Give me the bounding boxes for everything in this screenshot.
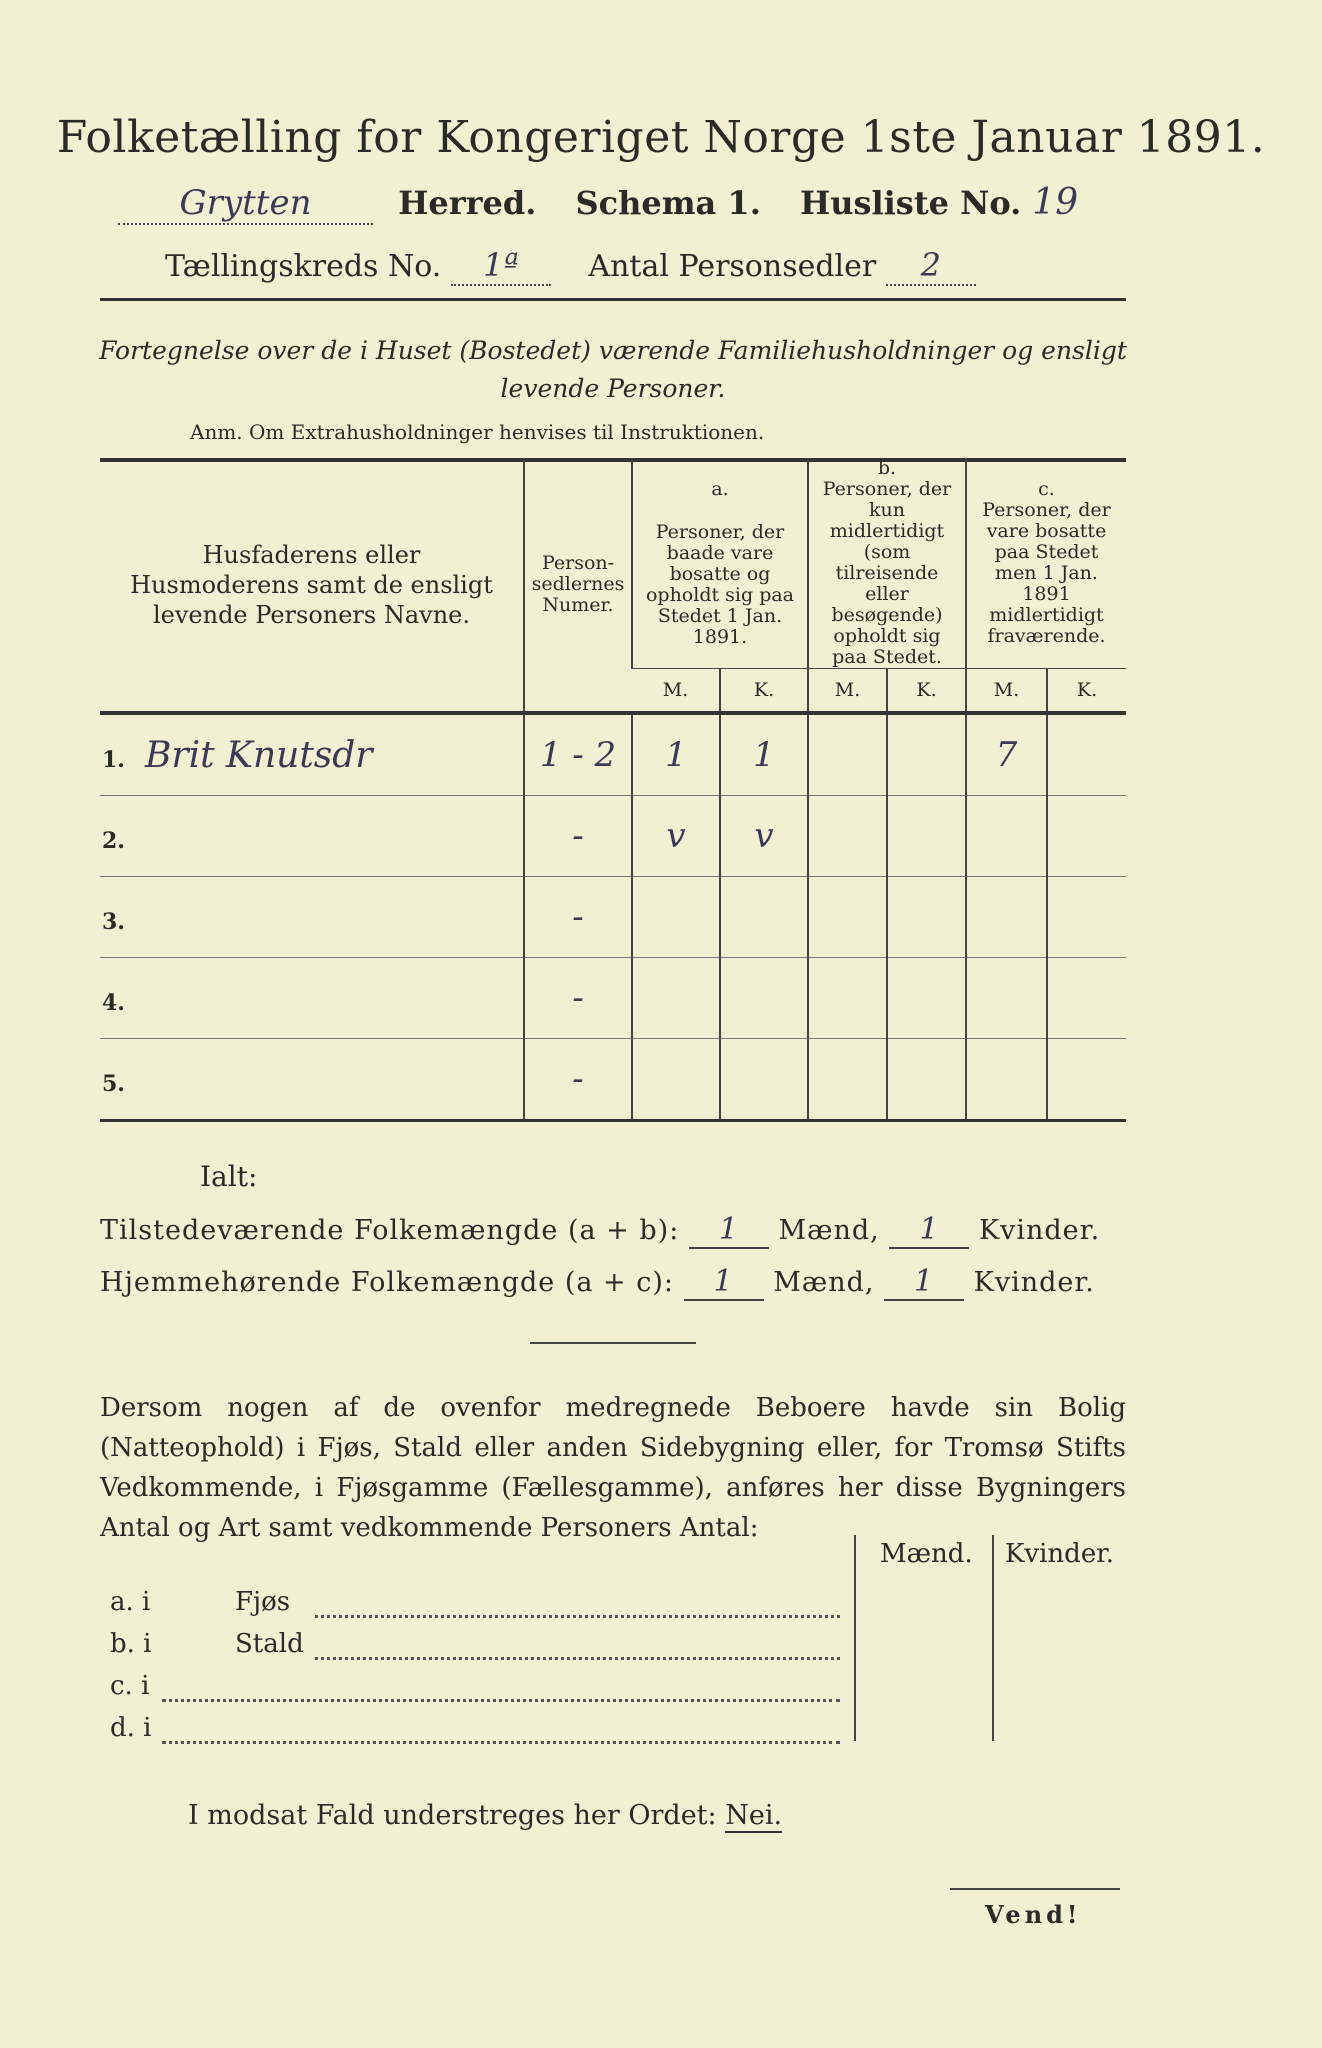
building-row-label: b. i (110, 1629, 152, 1659)
husliste-value: 19 (1032, 182, 1079, 223)
vend-rule (950, 1888, 1120, 1890)
caption-line-1: Fortegnelse over de i Huset (Bostedet) værende Familiehusholdninger og ensligt (99, 336, 1127, 365)
col-a-m: M. (632, 669, 720, 714)
col-head-numer: Person-sedlernes Numer. (524, 458, 632, 713)
row-bk-cell (887, 796, 966, 877)
row-number: 4. (102, 989, 125, 1016)
row-ck-cell (1047, 713, 1126, 796)
col-a-k: K. (720, 669, 808, 714)
col-b-text: Personer, der kun midlertidigt (som tilreisende eller besøgende) opholdt sig paa Stedet. (822, 478, 952, 668)
col-c-m: M. (966, 669, 1047, 714)
building-row-dots (315, 1593, 840, 1618)
building-row-dots (315, 1635, 840, 1660)
kreds-line (165, 246, 976, 286)
row-numer-cell: - (524, 796, 632, 877)
col-head-names: Husfaderens eller Husmoderens samt de ensligt levende Personers Navne. (130, 540, 493, 629)
tilstede-line (100, 1212, 1100, 1249)
herred-value: Grytten (118, 183, 373, 225)
row-bm-cell (808, 1039, 887, 1121)
table-row (100, 877, 1126, 958)
building-row-name: Stald (235, 1629, 304, 1659)
row-name-cell (100, 877, 524, 958)
row-numer-cell: - (524, 877, 632, 958)
form-title: Folketælling for Kongeriget Norge 1ste Januar 1891. (56, 112, 1266, 163)
col-b-m: M. (808, 669, 887, 714)
row-ck-cell (1047, 1039, 1126, 1121)
col-c-k: K. (1047, 669, 1126, 714)
row-am-cell (632, 958, 720, 1039)
tilstede-kvinder: Kvinder. (978, 1215, 1101, 1246)
kreds-label: Tællingskreds No. (165, 249, 442, 284)
col-head-c (966, 458, 1126, 669)
row-bk-cell (887, 1039, 966, 1121)
row-numer-cell: 1 - 2 (524, 713, 632, 796)
header-rule (100, 298, 1126, 301)
row-ak-cell (720, 1039, 808, 1121)
row-cm-cell (966, 1039, 1047, 1121)
row-am-cell (632, 877, 720, 958)
col-head-a (632, 458, 808, 669)
table-caption (98, 332, 1128, 408)
hjemme-m-value: 1 (684, 1264, 764, 1301)
row-number: 2. (102, 827, 125, 854)
row-bm-cell (808, 958, 887, 1039)
section-divider (530, 1342, 696, 1344)
row-bk-cell (887, 877, 966, 958)
nei-word: Nei. (725, 1800, 783, 1831)
hjemme-maend: Mænd, (773, 1267, 875, 1298)
row-ak-cell (720, 877, 808, 958)
herred-line (118, 182, 1078, 225)
building-row-dots (162, 1719, 840, 1744)
tilstede-label: Tilstedeværende Folkemængde (a + b): (100, 1215, 680, 1246)
row-bm-cell (808, 713, 887, 796)
col-b-k: K. (887, 669, 966, 714)
building-row-name: Fjøs (235, 1587, 291, 1617)
row-bm-cell (808, 877, 887, 958)
table-row (100, 1039, 1126, 1121)
row-number: 5. (102, 1070, 125, 1097)
annotation-note: Anm. Om Extrahusholdninger henvises til Instruktionen. (190, 420, 765, 444)
building-row-label: d. i (110, 1713, 152, 1743)
caption-line-2: levende Personer. (500, 374, 726, 403)
buildings-divider-2 (992, 1535, 994, 1741)
row-ak-cell: v (720, 796, 808, 877)
antal-label: Antal Personsedler (588, 249, 877, 284)
table-row (100, 713, 1126, 796)
row-ck-cell (1047, 796, 1126, 877)
table-row (100, 958, 1126, 1039)
row-number: 3. (102, 908, 125, 935)
row-numer-cell: - (524, 958, 632, 1039)
tilstede-m-value: 1 (689, 1212, 769, 1249)
tilstede-k-value: 1 (889, 1212, 969, 1249)
schema-label: Schema 1. (575, 184, 761, 222)
row-number: 1. (102, 746, 125, 773)
nei-text: I modsat Fald understreges her Ordet: (188, 1800, 717, 1831)
row-ak-cell: 1 (720, 713, 808, 796)
row-bk-cell (887, 713, 966, 796)
row-ck-cell (1047, 958, 1126, 1039)
row-ck-cell (1047, 877, 1126, 958)
row-bm-cell (808, 796, 887, 877)
hjemme-k-value: 1 (884, 1264, 964, 1301)
hjemme-line (100, 1264, 1095, 1301)
husliste-label: Husliste No. (799, 184, 1022, 222)
building-row-dots (162, 1677, 840, 1702)
kreds-value: 1ª (451, 246, 551, 286)
col-b-letter: b. (877, 457, 897, 479)
row-name-cell (100, 958, 524, 1039)
col-head-b (808, 458, 966, 669)
row-am-cell (632, 1039, 720, 1121)
row-name-cell (100, 796, 524, 877)
buildings-table (100, 1535, 1120, 1745)
col-a-text: Personer, der baade vare bosatte og opholdt sig paa Stedet 1 Jan. 1891. (645, 520, 795, 648)
row-cm-cell (966, 877, 1047, 958)
vend-label: Vend! (985, 1900, 1082, 1929)
building-row-label: a. i (110, 1587, 151, 1617)
household-table (100, 458, 1126, 1122)
col-c-text: Personer, der vare bosatte paa Stedet men 1 Jan. 1891 midlertidigt fraværende. (982, 499, 1111, 647)
table-row (100, 796, 1126, 877)
row-cm-cell: 7 (966, 713, 1047, 796)
hjemme-kvinder: Kvinder. (973, 1267, 1095, 1298)
row-cm-cell (966, 958, 1047, 1039)
buildings-kvinder-head: Kvinder. (1005, 1539, 1115, 1569)
buildings-maend-head: Mænd. (880, 1539, 973, 1569)
ialt-label: Ialt: (200, 1160, 258, 1193)
buildings-divider-1 (854, 1535, 856, 1741)
nei-line (188, 1800, 782, 1831)
col-a-letter: a. (711, 477, 729, 500)
tilstede-maend: Mænd, (778, 1215, 880, 1246)
row-am-cell: 1 (632, 713, 720, 796)
row-ak-cell (720, 958, 808, 1039)
row-am-cell: v (632, 796, 720, 877)
row-cm-cell (966, 796, 1047, 877)
herred-label: Herred. (398, 184, 537, 222)
col-c-letter: c. (1038, 478, 1055, 500)
row-person-name: Brit Knutsdr (144, 734, 373, 776)
hjemme-label: Hjemmehørende Folkemængde (a + c): (100, 1267, 674, 1298)
row-bk-cell (887, 958, 966, 1039)
building-row-label: c. i (110, 1671, 150, 1701)
row-numer-cell: - (524, 1039, 632, 1121)
row-name-cell (100, 1039, 524, 1121)
sidebygning-paragraph: Dersom nogen af de ovenfor medregnede Beboere havde sin Bolig (Natteophold) i Fjøs, Stald eller anden Sidebygning eller, for Tromsø Stifts Vedkommende, i Fjøsgamme (Fællesgamme), anføres her disse Bygningers Antal og Art samt vedkommende Personers Antal: (100, 1393, 1126, 1543)
antal-value: 2 (886, 246, 976, 286)
row-name-cell (100, 713, 524, 796)
